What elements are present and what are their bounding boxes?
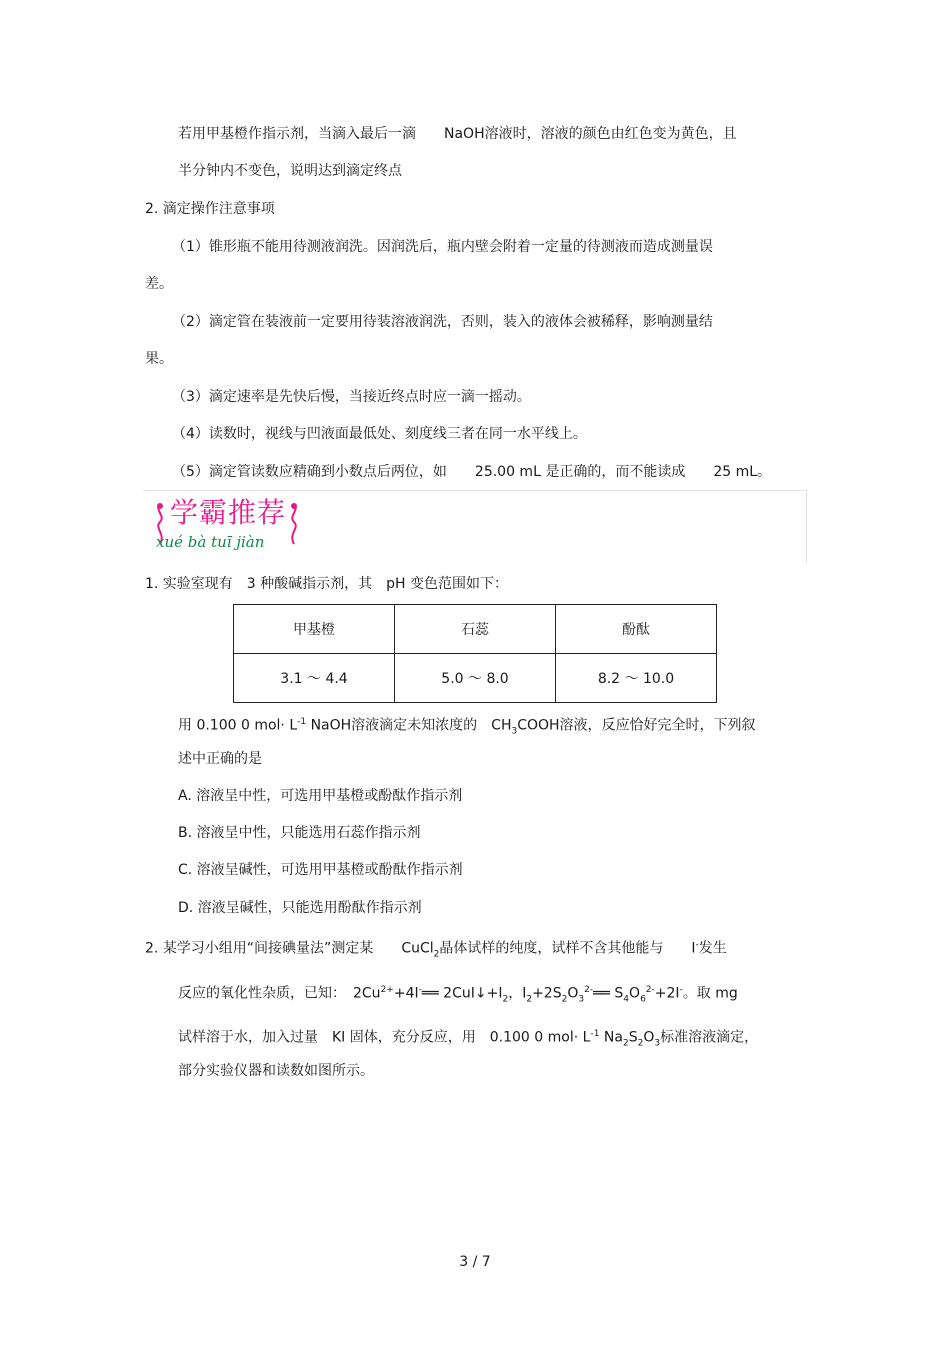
text-span: 用 0.100 0 mol· L (178, 717, 298, 734)
indicator-table (233, 604, 717, 703)
text-span: 试样溶于水，加入过量 KI 固体，充分反应，用 0.100 0 mol· L (178, 1029, 591, 1046)
table-row (234, 654, 717, 703)
subscript: 2 (526, 994, 533, 1005)
text-span: 标准溶液滴定， (660, 1029, 759, 1046)
subscript: 3 (578, 994, 585, 1005)
subscript: 3 (511, 726, 518, 737)
text-line: （2）滴定管在装液前一定要用待装溶液润洗，否则，装入的液体会被稀释，影响测量结 (172, 314, 713, 330)
subscript: 2 (637, 1038, 644, 1049)
table-header-cell: 酚酞 (556, 605, 717, 654)
subscript: 4 (623, 994, 630, 1005)
text-span: 反应的氧化性杂质，已知： 2Cu (178, 985, 381, 1002)
superscript: -1 (297, 717, 307, 727)
text-line: （4）读数时，视线与凹液面最低处、刻度线三者在同一水平线上。 (172, 426, 587, 442)
option-d: D. 溶液呈碱性，只能选用酚酞作指示剂 (178, 900, 422, 916)
superscript: 2- (645, 985, 655, 995)
table-header-cell: 石蕊 (395, 605, 556, 654)
option-b: B. 溶液呈中性，只能选用石蕊作指示剂 (178, 825, 421, 841)
question-text: 述中正确的是 (178, 751, 262, 767)
section-heading: 2. 滴定操作注意事项 (145, 201, 275, 217)
text-span: Na (599, 1029, 623, 1046)
text-span: +2I (654, 985, 680, 1002)
banner-pinyin: xué bà tuī jiàn (156, 533, 265, 551)
superscript: - (679, 985, 683, 995)
text-line: （1）锥形瓶不能用待测液润洗。因润洗后，瓶内壁会附着一定量的待测液而造成测量误 (172, 239, 713, 255)
question-stem: 1. 实验室现有 3 种酸碱指示剂，其 pH 变色范围如下： (145, 576, 509, 592)
recommend-logo (152, 496, 302, 558)
text-line: （3）滴定速率是先快后慢，当接近终点时应一滴一摇动。 (172, 389, 531, 405)
text-line: 若用甲基橙作指示剂，当滴入最后一滴 NaOH溶液时，溶液的颜色由红色变为黄色，且 (178, 126, 737, 142)
reaction-equation (178, 980, 738, 1009)
superscript: - (695, 940, 699, 950)
banner-title: 学霸推荐 (170, 496, 287, 529)
question-stem (145, 935, 727, 964)
table-row (234, 605, 717, 654)
table-header-cell: 甲基橙 (234, 605, 395, 654)
superscript: 2+ (380, 985, 394, 995)
table-cell: 8.2 ～ 10.0 (556, 654, 717, 703)
text-span: ══ 2CuI↓+I (421, 985, 503, 1002)
text-span: 发生 (698, 940, 727, 957)
question-text (178, 1024, 758, 1053)
subscript: 3 (654, 1038, 661, 1049)
text-line: 差。 (145, 276, 173, 292)
subscript: 2 (561, 994, 568, 1005)
superscript: 2- (584, 985, 594, 995)
text-span: O (643, 1029, 655, 1046)
text-span: S (628, 1029, 638, 1046)
text-line: （5）滴定管读数应精确到小数点后两位，如 25.00 mL 是正确的，而不能读成 25 mL。 (172, 464, 772, 480)
superscript: -1 (590, 1029, 600, 1039)
option-a: A. 溶液呈中性，可选用甲基橙或酚酞作指示剂 (178, 788, 463, 804)
text-span: +2S (532, 985, 562, 1002)
option-c: C. 溶液呈碱性，可选用甲基橙或酚酞作指示剂 (178, 862, 463, 878)
subscript: 2 (502, 994, 509, 1005)
subscript: 6 (640, 994, 646, 1005)
subscript: 2 (433, 949, 440, 960)
text-span: O (629, 985, 641, 1002)
text-span: 。取 mg (682, 985, 738, 1002)
superscript: - (418, 985, 422, 995)
subscript: 2 (622, 1038, 629, 1049)
vine-ornament-icon (286, 502, 302, 546)
text-span: NaOH溶液滴定未知浓度的 CH (306, 717, 512, 734)
table-cell: 5.0 ～ 8.0 (395, 654, 556, 703)
text-span: ══ S (593, 985, 624, 1002)
text-span: O (567, 985, 579, 1002)
text-line: 果。 (145, 351, 173, 367)
text-span: 晶体试样的纯度，试样不含其他能与 I (439, 940, 696, 957)
text-span: +4I (393, 985, 419, 1002)
question-text: 部分实验仪器和读数如图所示。 (178, 1063, 374, 1079)
text-line: 半分钟内不变色，说明达到滴定终点 (178, 163, 402, 179)
page-number: 3 / 7 (459, 1254, 491, 1270)
text-span: ，I (508, 985, 527, 1002)
table-cell: 3.1 ～ 4.4 (234, 654, 395, 703)
text-span: 2. 某学习小组用“间接碘量法”测定某 CuCl (145, 940, 434, 957)
text-span: COOH溶液，反应恰好完全时，下列叙 (517, 717, 756, 734)
question-text (178, 712, 756, 741)
